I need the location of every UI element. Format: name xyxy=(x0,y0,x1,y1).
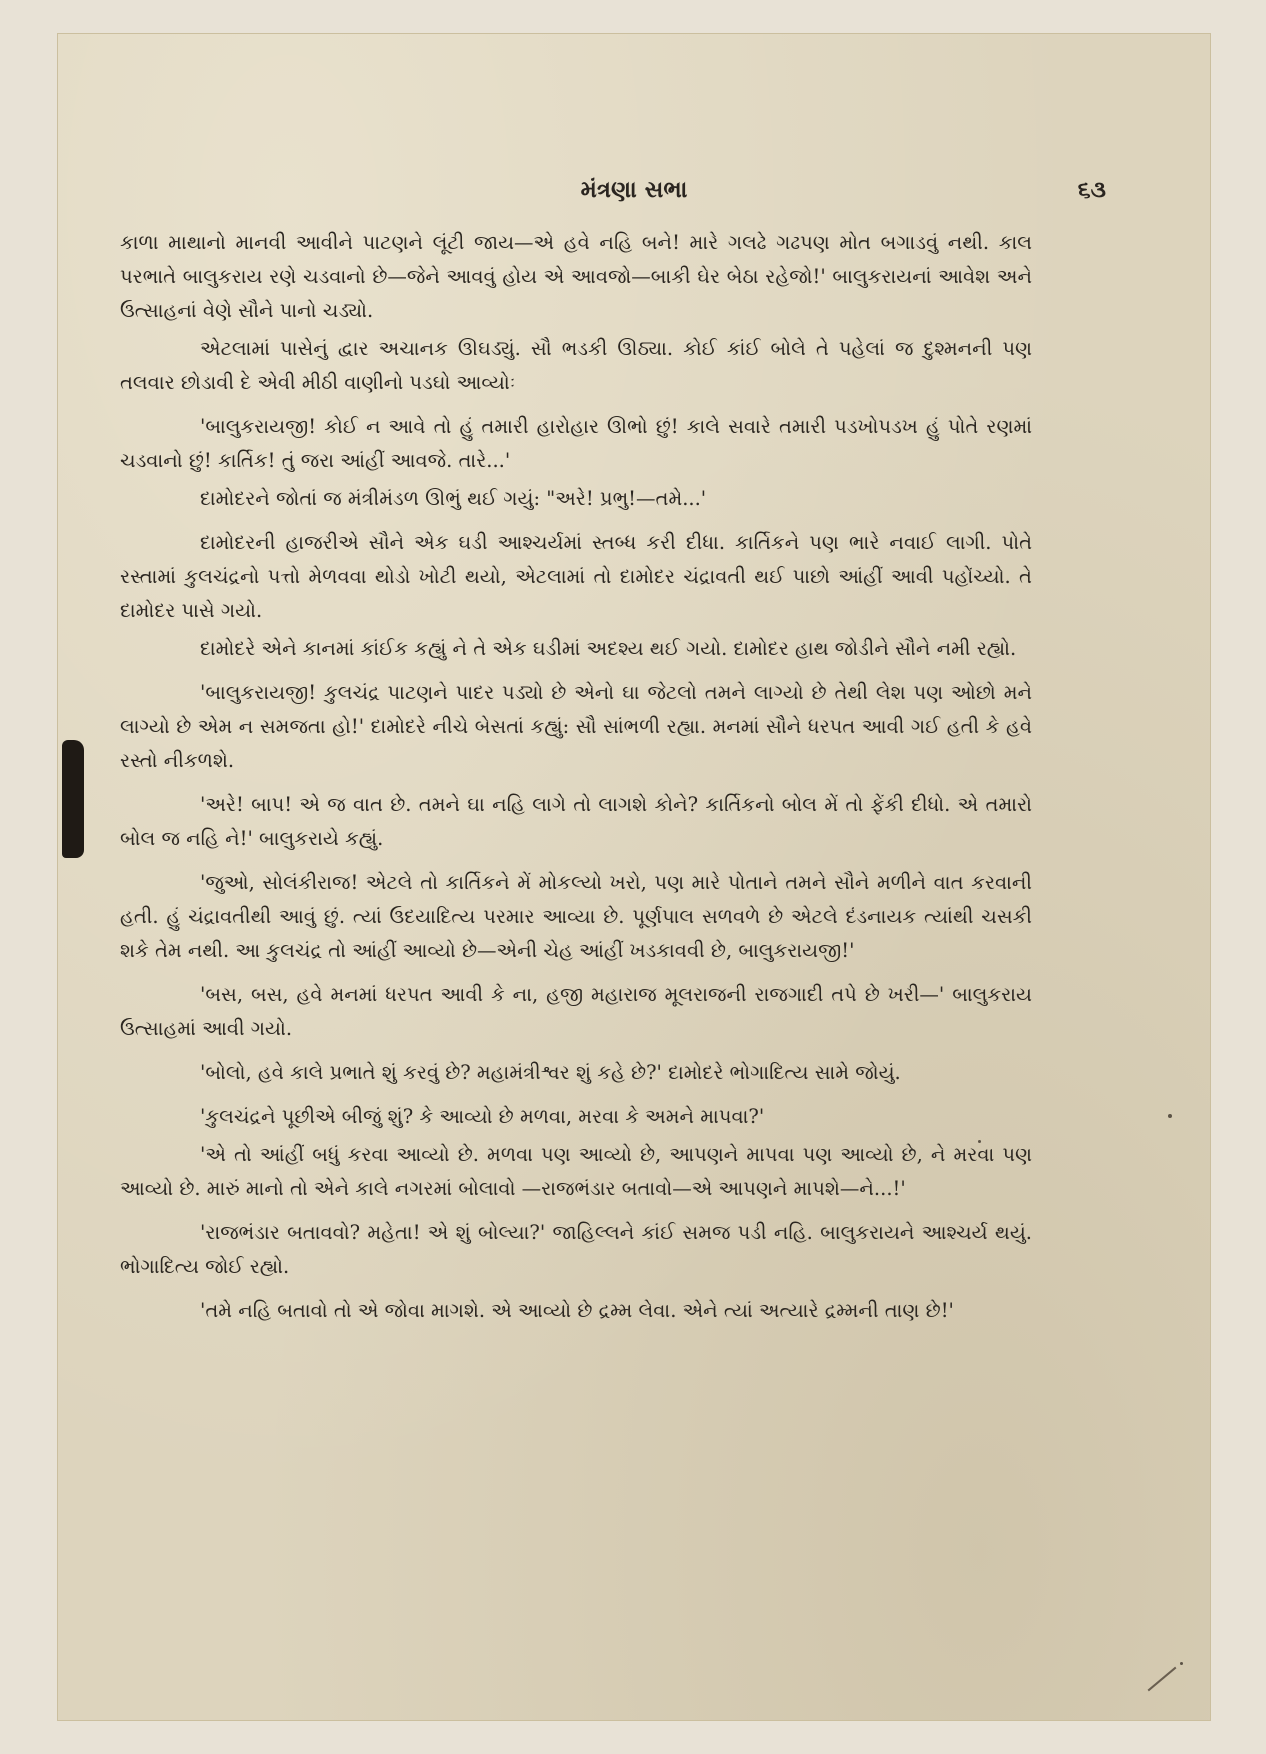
page-header xyxy=(58,176,1210,216)
book-page xyxy=(58,34,1210,1720)
paragraph: દામોદરને જોતાં જ મંત્રીમંડળ ઊભું થઈ ગયું: "અરે! પ્રભુ!—તમે...' xyxy=(200,487,707,510)
paper-speck xyxy=(978,1140,981,1143)
paper-scratch xyxy=(1148,1667,1177,1692)
page-body xyxy=(120,226,1032,1332)
paragraph: 'અરે! બાપ! એ જ વાત છે. તમને ઘા નહિ લાગે તો લાગશે કોને? કાર્તિકનો બોલ મેં તો ફેંકી દીધો. એ તમારો બોલ જ નહિ ને!' બાલુકરાયે કહ્યું. xyxy=(120,793,1032,850)
running-title: મંત્રણા સભા xyxy=(580,176,688,203)
paragraph: કાળા માથાનો માનવી આવીને પાટણને લૂંટી જાય—એ હવે નહિ બને! મારે ગલઢે ગઢપણ મોત બગાડવું નથી. કાલ પરભાતે બાલુકરાય રણે ચડવાનો છે—જેને આવવું હોય એ આવજો—બાકી ઘેર બેઠા રહેજો!' બાલુકરાયનાં આવેશ અને ઉત્સાહનાં વેણે સૌને પાનો ચડ્યો. xyxy=(120,231,1032,322)
paragraph: દામોદરની હાજરીએ સૌને એક ઘડી આશ્ચર્યમાં સ્તબ્ધ કરી દીધા. કાર્તિકને પણ ભારે નવાઈ લાગી. પોતે રસ્તામાં કુલચંદ્રનો પત્તો મેળવવા થોડો ખોટી થયો, એટલામાં તો દામોદર ચંદ્રાવતી થઈ પાછો આંહીં આવી પહોંચ્યો. તે દામોદર પાસે ગયો. xyxy=(120,531,1032,622)
paragraph: 'રાજભંડાર બતાવવો? મહેતા! એ શું બોલ્યા?' જાહિલ્લને કાંઈ સમજ પડી નહિ. બાલુકરાયને આશ્ચર્ય થયું. ભોગાદિત્ય જોઈ રહ્યો. xyxy=(120,1221,1032,1278)
paper-speck xyxy=(1180,1662,1183,1665)
paragraph: 'બાલુકરાયજી! કુલચંદ્ર પાટણને પાદર પડ્યો છે એનો ઘા જેટલો તમને લાગ્યો છે તેથી લેશ પણ ઓછો મને લાગ્યો છે એમ ન સમજતા હો!' દામોદરે નીચે બેસતાં કહ્યું: સૌ સાંભળી રહ્યા. મનમાં સૌને ધરપત આવી ગઈ હતી કે હવે રસ્તો નીકળશે. xyxy=(120,681,1032,772)
paragraph: એટલામાં પાસેનું દ્વાર અચાનક ઊઘડ્યું. સૌ ભડકી ઊઠ્યા. કોઈ કાંઈ બોલે તે પહેલાં જ દુશ્મનની પણ તલવાર છોડાવી દે એવી મીઠી વાણીનો પડઘો આવ્યોઃ xyxy=(120,337,1032,394)
paper-speck xyxy=(1168,1114,1172,1118)
paragraph: 'કુલચંદ્રને પૂછીએ બીજું શું? કે આવ્યો છે મળવા, મરવા કે અમને માપવા?' xyxy=(200,1105,765,1128)
paragraph: 'એ તો આંહીં બધું કરવા આવ્યો છે. મળવા પણ આવ્યો છે, આપણને માપવા પણ આવ્યો છે, ને મરવા પણ આવ્યો છે. મારું માનો તો એને કાલે નગરમાં બોલાવો —રાજભંડાર બતાવો—એ આપણને માપશે—ને...!' xyxy=(120,1143,1032,1200)
paragraph: 'તમે નહિ બતાવો તો એ જોવા માગશે. એ આવ્યો છે દ્રમ્મ લેવા. એને ત્યાં અત્યારે દ્રમ્મની તાણ છે!' xyxy=(200,1299,954,1322)
paragraph: 'જુઓ, સોલંકીરાજ! એટલે તો કાર્તિકને મેં મોકલ્યો ખરો, પણ મારે પોતાને તમને સૌને મળીને વાત કરવાની હતી. હું ચંદ્રાવતીથી આવું છું. ત્યાં ઉદયાદિત્ય પરમાર આવ્યા છે. પૂર્ણપાલ સળવળે છે એટલે દંડનાયક ત્યાંથી ચસકી શકે તેમ નથી. આ કુલચંદ્ર તો આંહીં આવ્યો છે—એની ચેહ આંહીં ખડકાવવી છે, બાલુકરાયજી!' xyxy=(120,871,1032,962)
paragraph: 'બસ, બસ, હવે મનમાં ધરપત આવી કે ના, હજી મહારાજ મૂલરાજની રાજગાદી તપે છે ખરી—' બાલુકરાય ઉત્સાહમાં આવી ગયો. xyxy=(120,983,1032,1040)
paragraph: 'બોલો, હવે કાલે પ્રભાતે શું કરવું છે? મહામંત્રીશ્વર શું કહે છે?' દામોદરે ભોગાદિત્ય સામે જોયું. xyxy=(200,1061,901,1084)
page-number: ૬૩ xyxy=(1077,176,1106,203)
paragraph: 'બાલુકરાયજી! કોઈ ન આવે તો હું તમારી હારોહાર ઊભો છું! કાલે સવારે તમારી પડખોપડખ હું પોતે રણમાં ચડવાનો છું! કાર્તિક! તું જરા આંહીં આવજે. તારે...' xyxy=(120,415,1032,472)
paragraph: દામોદરે એને કાનમાં કાંઈક કહ્યું ને તે એક ઘડીમાં અદશ્ય થઈ ગયો. દામોદર હાથ જોડીને સૌને નમી રહ્યો. xyxy=(200,637,1017,660)
binding-mark xyxy=(62,740,84,858)
